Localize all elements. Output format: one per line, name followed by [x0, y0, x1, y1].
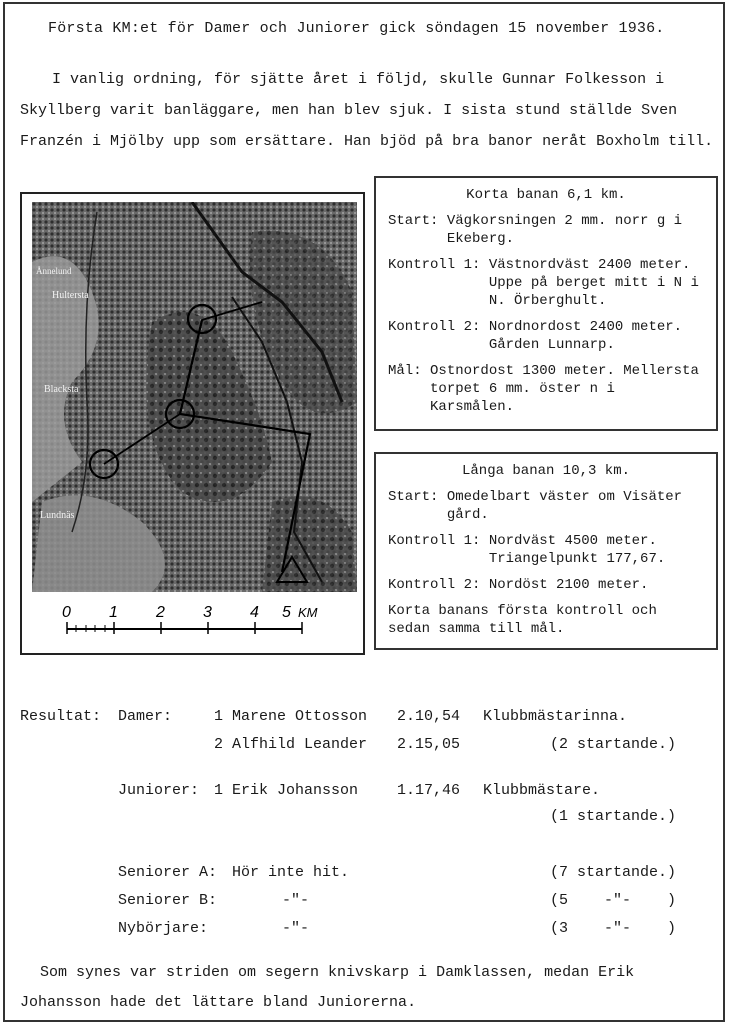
map-label-2: Ånnelund	[36, 266, 72, 276]
intro-paragraph	[20, 64, 720, 157]
long-course-note: Korta banans första kontroll och sedan samma till mål.	[388, 603, 657, 637]
long-course-title: Långa banan 10,3 km.	[461, 463, 631, 479]
entry-label: Kontroll 1:	[388, 257, 489, 273]
short-course-control-1	[388, 256, 704, 310]
result-name: Marene Ottosson	[232, 708, 368, 725]
class-juniorer: Juniorer:	[118, 782, 200, 799]
entry-text: Vägkorsningen 2 mm. norr g i Ekeberg.	[446, 213, 683, 247]
map-label-3: Lundnäs	[40, 510, 75, 521]
class-starters: (5 -"- )	[550, 892, 677, 909]
scale-tick-5: 5	[282, 604, 291, 621]
entry-text: Västnordväst 2400 meter. Uppe på berget mitt i N i N. Örberghult.	[488, 257, 699, 309]
long-course-control-1	[388, 532, 704, 568]
short-course-finish	[388, 362, 704, 416]
result-name: Alfhild Leander	[232, 736, 368, 753]
scale-tick-0: 0	[62, 604, 71, 621]
short-course-start	[388, 212, 704, 248]
class-damer: Damer:	[118, 708, 173, 725]
class-seniorer-a: Seniorer A:	[118, 864, 218, 881]
closing-paragraph	[20, 958, 720, 1018]
entry-text: Nordnordost 2400 meter. Gården Lunnarp.	[488, 319, 683, 353]
result-time: 1.17,46	[397, 782, 461, 799]
scale-tick-2: 2	[156, 604, 165, 621]
entry-label: Mål:	[388, 363, 431, 379]
result-place: 2	[214, 736, 224, 753]
scale-unit: KM	[298, 605, 318, 620]
entry-label: Start:	[388, 213, 447, 229]
class-starters: (7 startande.)	[550, 864, 677, 881]
short-course-title: Korta banan 6,1 km.	[466, 187, 626, 203]
closing-text: Som synes var striden om segern knivskarp i Damklassen, medan Erik Johansson hade det lättare bland Juniorerna.	[20, 964, 635, 1011]
map-label-1: Blacksta	[44, 384, 79, 395]
short-course-control-2	[388, 318, 704, 354]
result-place: 1	[214, 782, 224, 799]
class-text: -"-	[282, 892, 310, 909]
result-note: Klubbmästarinna.	[483, 708, 628, 725]
map-label-0: Hultersta	[52, 290, 89, 301]
long-course-control-2	[388, 576, 704, 594]
entry-label: Kontroll 1:	[388, 533, 489, 549]
entry-text: Nordväst 4500 meter. Triangelpunkt 177,67.	[488, 533, 666, 567]
class-text: -"-	[282, 920, 310, 937]
result-time: 2.10,54	[397, 708, 461, 725]
page-heading: Första KM:et för Damer och Juniorer gick söndagen 15 november 1936.	[48, 20, 665, 37]
class-seniorer-b: Seniorer B:	[118, 892, 218, 909]
entry-label: Kontroll 2:	[388, 319, 489, 335]
map-drawing	[32, 202, 357, 647]
entry-label: Kontroll 2:	[388, 577, 489, 593]
entry-text: Ostnordost 1300 meter. Mellersta torpet 6 mm. öster n i Karsmålen.	[430, 363, 699, 415]
short-course-box	[374, 176, 718, 431]
entry-text: Nordöst 2100 meter.	[488, 577, 649, 593]
long-course-start	[388, 488, 704, 524]
class-starters: (3 -"- )	[550, 920, 677, 937]
result-name: Erik Johansson	[232, 782, 359, 799]
course-map	[20, 192, 365, 655]
juniorer-starters: (1 startande.)	[550, 808, 677, 825]
scale-tick-3: 3	[203, 604, 212, 621]
entry-label: Start:	[388, 489, 447, 505]
scale-tick-4: 4	[250, 604, 259, 621]
entry-text: Omedelbart väster om Visäter gård.	[446, 489, 683, 523]
result-note: Klubbmästare.	[483, 782, 601, 799]
class-nyborjare: Nybörjare:	[118, 920, 209, 937]
result-place: 1	[214, 708, 224, 725]
intro-text: I vanlig ordning, för sjätte året i följd, skulle Gunnar Folkesson i Skyllberg varit banläggare, men han blev sjuk. I sista stund ställde Sven Franzén i Mjölby upp som ersättare. Han bjöd på bra banor neråt Boxholm till.	[20, 71, 714, 150]
result-time: 2.15,05	[397, 736, 461, 753]
class-text: Hör inte hit.	[232, 864, 350, 881]
map-scale-bar	[62, 604, 318, 634]
scale-tick-1: 1	[109, 604, 118, 621]
result-note: (2 startande.)	[550, 736, 677, 753]
long-course-box	[374, 452, 718, 650]
results-label: Resultat:	[20, 708, 102, 725]
